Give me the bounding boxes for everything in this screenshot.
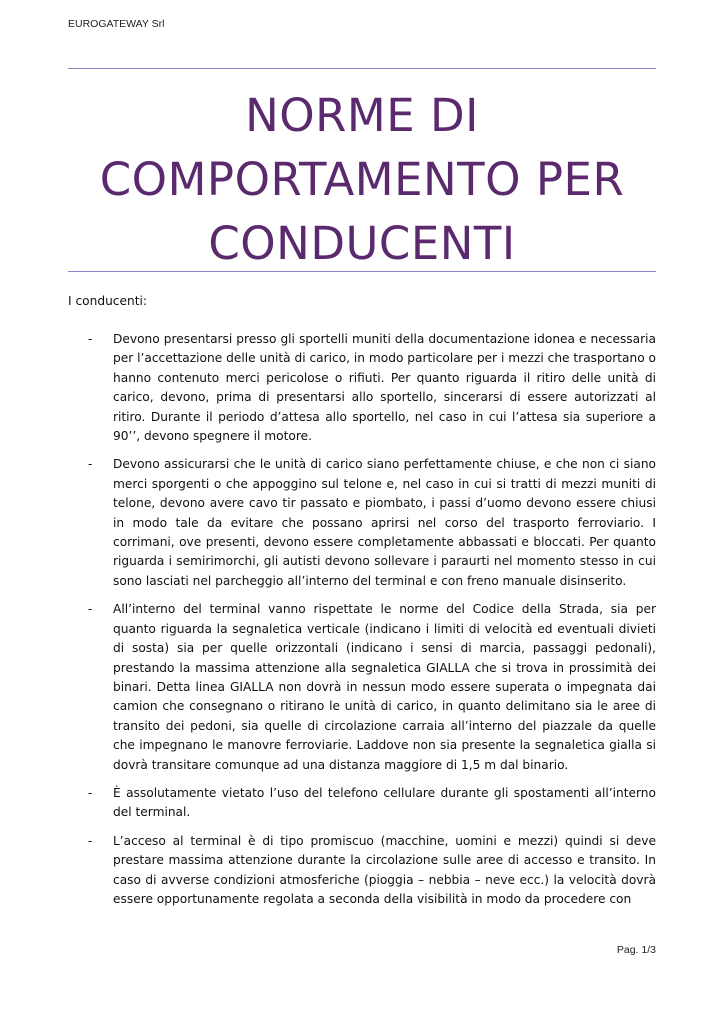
title-line-3: CONDUCENTI (208, 217, 516, 270)
list-item-text: L’acceso al terminal è di tipo promiscuo (macchine, uomini e mezzi) quindi si deve prestare massima attenzione durante la circolazione sulle aree di accesso e transito. In caso di avverse condizioni atmosferiche (pioggia – nebbia – neve ecc.) la velocità dovrà essere opportunamente regolata a seconda della visibilità in modo da procedere con (113, 833, 656, 906)
bullet-dash: - (88, 602, 93, 617)
list-item-text: All’interno del terminal vanno rispettate le norme del Codice della Strada, sia per quanto riguarda la segnaletica verticale (indicano i limiti di velocità ed eventuali divieti di sosta) sia per quelle orizzontali (indicano i sensi di marcia, passaggi pedonali), prestando la massima attenzione alla segnaletica GIALLA che si trova in prossimità dei binari. Detta linea GIALLA non dovrà in nessun modo essere superata o impegnata dai camion che consegnano o ritirano le unità di carico, in quanto delimitano sia le aree di transito dei pedoni, sia quelle di circolazione carraia all’interno del piazzale da quelle che impegnano le manovre ferroviarie. Laddove non sia presente la segnaletica gialla si dovrà transitare comunque ad una distanza maggiore di 1,5 m dal binario. (113, 602, 656, 772)
title-line-1: NORME DI (245, 89, 479, 142)
title-line-2: COMPORTAMENTO PER (99, 153, 625, 206)
list-item (68, 784, 656, 823)
bullet-dash: - (88, 332, 93, 346)
bullet-dash: - (88, 785, 93, 800)
title-top-rule (68, 68, 656, 69)
list-item (68, 330, 656, 446)
page-number: Pag. 1/3 (616, 944, 656, 956)
title-bottom-rule (68, 271, 656, 272)
list-item-text: Devono presentarsi presso gli sportelli muniti della documentazione idonea e necessaria per l’accettazione delle unità di carico, in modo particolare per i mezzi che trasportano o hanno contenuto merci pericolose o rifiuti. Per quanto riguarda il ritiro delle unità di carico, devono, prima di presentarsi allo sportello, sincerarsi di essere autorizzati al ritiro. Durante il periodo d’attesa allo sportello, nel caso in cui l’attesa sia superiore a 90’’, devono spegnere il motore. (113, 332, 656, 444)
header-company-name: EUROGATEWAY Srl (68, 18, 165, 30)
page-title (68, 84, 656, 276)
list-item (68, 832, 656, 910)
rules-list (68, 330, 656, 918)
intro-text: I conducenti: (68, 294, 148, 308)
bullet-dash: - (88, 833, 93, 848)
list-item (68, 455, 656, 591)
list-item-text: È assolutamente vietato l’uso del telefono cellulare durante gli spostamenti all’interno del terminal. (113, 785, 656, 820)
list-item-text: Devono assicurarsi che le unità di carico siano perfettamente chiuse, e che non ci siano merci sporgenti o che appoggino sul telone e, nel caso in cui si tratti di mezzi muniti di telone, devono avere cavo tir passato e piombato, i passi d’uomo devono essere chiusi in modo tale da evitare che possano aprirsi nel corso del trasporto ferroviario. I corrimani, ove presenti, devono essere completamente abbassati e bloccati. Per quanto riguarda i semirimorchi, gli autisti devono sollevare i paraurti nel momento stesso in cui sono lasciati nel parcheggio all’interno del terminal e con freno manuale disinserito. (113, 457, 656, 588)
bullet-dash: - (88, 457, 93, 472)
list-item (68, 600, 656, 775)
